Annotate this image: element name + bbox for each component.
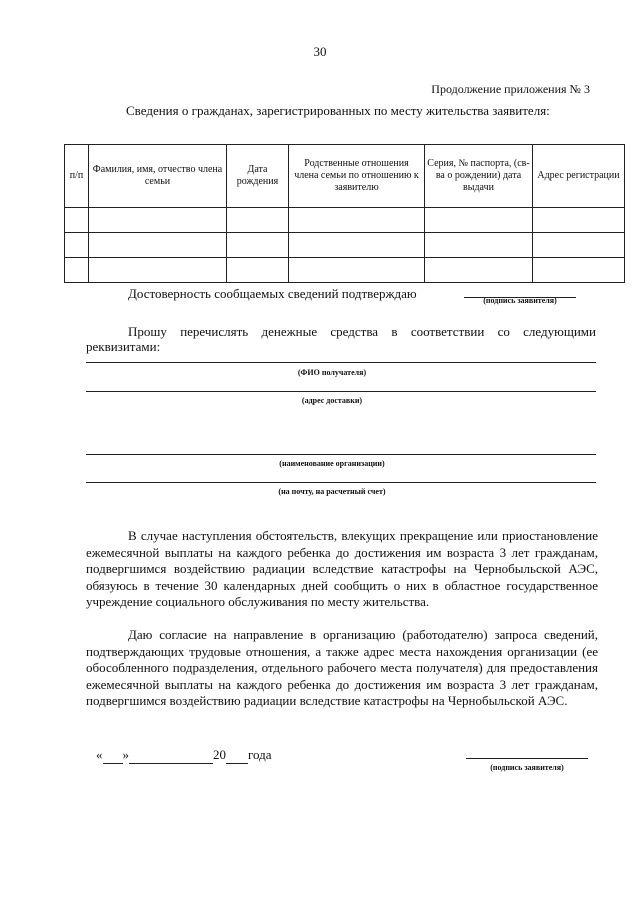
table-cell[interactable] [533,258,625,283]
col-header-passport: Серия, № паспорта, (св-ва о рождении) дата выдачи [425,145,533,208]
col-header-birth-date: Дата рождения [227,145,289,208]
table-cell[interactable] [89,233,227,258]
appendix-continuation: Продолжение приложения № 3 [431,82,590,96]
table-cell[interactable] [89,208,227,233]
organization-name-line[interactable] [86,454,596,455]
delivery-address-line[interactable] [86,391,596,392]
date-month-blank[interactable] [129,747,213,764]
page-number: 30 [313,44,327,59]
table-cell[interactable] [227,233,289,258]
table-cell[interactable] [65,233,89,258]
col-header-full-name: Фамилия, имя, отчество члена семьи [89,145,227,208]
table-cell[interactable] [425,233,533,258]
table-cell[interactable] [227,208,289,233]
table-cell[interactable] [89,258,227,283]
table-cell[interactable] [289,258,425,283]
recipient-name-caption: (ФИО получателя) [297,368,367,377]
table-header-row [65,145,625,208]
date-day-blank[interactable] [103,747,123,764]
date-close-quote: » [122,747,129,762]
date-year-suffix: года [248,747,272,762]
section-heading: Сведения о гражданах, зарегистрированных по месту жительства заявителя: [126,103,550,118]
col-header-relationship: Родственные отношения члена семьи по отношению к заявителю [289,145,425,208]
table-row [65,208,625,233]
date-line [96,747,272,764]
table-cell[interactable] [65,258,89,283]
table-cell[interactable] [425,208,533,233]
date-year-prefix: 20 [213,747,226,762]
obligation-paragraph: В случае наступления обстоятельств, влекущих прекращение или приостановление ежемесячной выплаты на каждого ребенка до достижения им возраста 3 лет гражданам, подвергшимся воздействию радиации вследствие катастрофы на Чернобыльской АЭС, обязуюсь в течение 30 календарных дней сообщить о них в областное государственное учреждение социального обслуживания по месту жительства. [86,528,598,609]
delivery-method-line[interactable] [86,482,596,483]
date-year-blank[interactable] [226,747,248,764]
table-cell[interactable] [533,208,625,233]
col-header-address: Адрес регистрации [533,145,625,208]
col-header-number: п/п [65,145,89,208]
table-row [65,233,625,258]
table-cell[interactable] [65,208,89,233]
table-cell[interactable] [227,258,289,283]
table-row [65,258,625,283]
table-cell[interactable] [289,208,425,233]
recipient-name-line[interactable] [86,362,596,363]
table-cell[interactable] [533,233,625,258]
final-signature-caption: (подпись заявителя) [490,763,564,772]
organization-name-caption: (наименование организации) [279,459,385,468]
final-signature-line[interactable] [466,758,588,759]
payment-request-text: Прошу перечислять денежные средства в соответствии со следующими реквизитами: [86,324,596,354]
family-members-table [64,144,625,283]
confirmation-signature-caption: (подпись заявителя) [483,296,557,305]
date-open-quote: « [96,747,103,762]
consent-paragraph: Даю согласие на направление в организацию (работодателю) запроса сведений, подтверждающих трудовые отношения, а также адрес места нахождения организации (ее обособленного подразделения, отдельного рабочего места получателя) для предоставления ежемесячной выплаты на каждого ребенка до достижения им возраста 3 лет гражданам, подвергшимся воздействию радиации вследствие катастрофы на Чернобыльской АЭС. [86,627,598,708]
confirmation-text: Достоверность сообщаемых сведений подтверждаю [128,286,417,301]
delivery-method-caption: (на почту, на расчетный счет) [278,487,386,496]
table-cell[interactable] [425,258,533,283]
table-cell[interactable] [289,233,425,258]
delivery-address-caption: (адрес доставки) [301,396,363,405]
